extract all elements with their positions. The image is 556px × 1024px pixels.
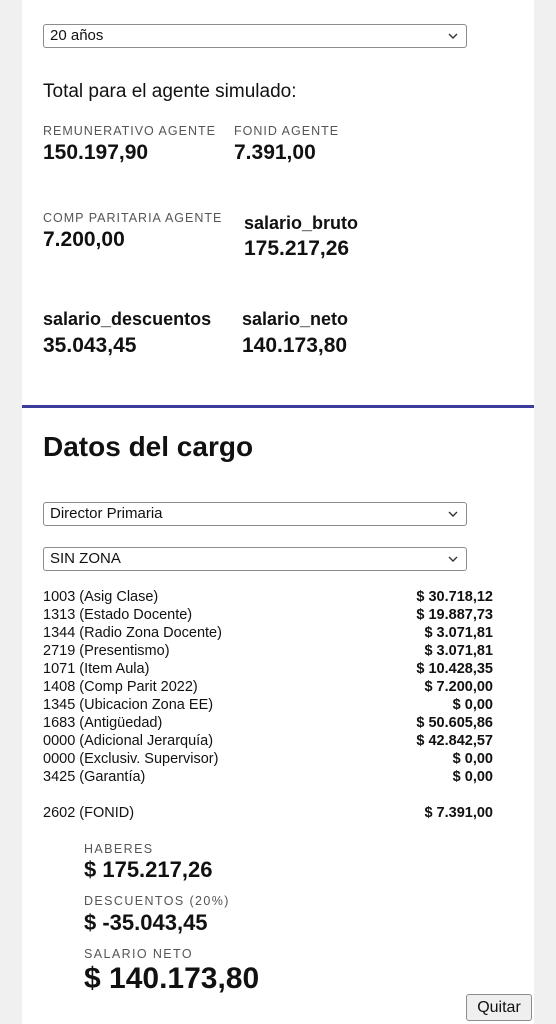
simulator-panel <box>22 0 534 1024</box>
item-label: 1313 (Estado Docente) <box>43 607 193 623</box>
chevron-down-icon <box>448 555 458 563</box>
item-label: 1344 (Radio Zona Docente) <box>43 625 222 641</box>
item-amount: $ 10.428,35 <box>416 661 493 677</box>
zona-select[interactable] <box>43 547 467 571</box>
item-label: 1683 (Antigüedad) <box>43 715 163 731</box>
item-label: 3425 (Garantía) <box>43 769 146 785</box>
item-amount: $ 50.605,86 <box>416 715 493 731</box>
list-item <box>43 732 493 750</box>
fonid-item-label: 2602 (FONID) <box>43 805 135 821</box>
quit-button[interactable]: Quitar <box>466 994 532 1021</box>
cargo-items-list <box>43 588 493 786</box>
list-item <box>43 714 493 732</box>
descuentos-label: DESCUENTOS (20%) <box>84 894 230 908</box>
list-item <box>43 588 493 606</box>
list-item <box>43 696 493 714</box>
item-amount: $ 19.887,73 <box>416 607 493 623</box>
salario-bruto-label: salario_bruto <box>244 213 359 233</box>
salario-descuentos-value: 35.043,45 <box>43 334 137 357</box>
item-amount: $ 0,00 <box>452 697 493 713</box>
item-amount: $ 30.718,12 <box>416 589 493 605</box>
cargo-select[interactable] <box>43 502 467 526</box>
item-amount: $ 42.842,57 <box>416 733 493 749</box>
item-label: 0000 (Adicional Jerarquía) <box>43 733 214 749</box>
antiguedad-select[interactable] <box>43 24 467 48</box>
item-label: 2719 (Presentismo) <box>43 643 170 659</box>
item-label: 1071 (Item Aula) <box>43 661 150 677</box>
remunerativo-value: 150.197,90 <box>43 141 149 164</box>
haberes-label: HABERES <box>84 842 154 856</box>
antiguedad-select-value: 20 años <box>50 27 104 44</box>
salario-neto-summary-value: $ 140.173,80 <box>84 962 260 995</box>
chevron-down-icon <box>448 32 458 40</box>
list-item <box>43 642 493 660</box>
cargo-section-title: Datos del cargo <box>43 431 254 462</box>
item-label: 1345 (Ubicacion Zona EE) <box>43 697 214 713</box>
item-label: 1003 (Asig Clase) <box>43 589 159 605</box>
salario-bruto-value: 175.217,26 <box>244 237 350 260</box>
cargo-select-value: Director Primaria <box>50 505 163 522</box>
salario-neto-label: salario_neto <box>242 309 349 329</box>
salario-neto-value: 140.173,80 <box>242 334 348 357</box>
remunerativo-label: REMUNERATIVO AGENTE <box>43 124 216 138</box>
list-item <box>43 750 493 768</box>
list-item <box>43 660 493 678</box>
fonid-row <box>43 804 493 822</box>
fonid-value: 7.391,00 <box>234 141 316 164</box>
list-item <box>43 678 493 696</box>
item-label: 0000 (Exclusiv. Supervisor) <box>43 751 219 767</box>
list-item <box>43 768 493 786</box>
fonid-item-amount: $ 7.391,00 <box>424 805 493 821</box>
fonid-label: FONID AGENTE <box>234 124 340 138</box>
zona-select-value: SIN ZONA <box>50 550 121 567</box>
simulated-total-title: Total para el agente simulado: <box>43 81 297 102</box>
descuentos-value: $ -35.043,45 <box>84 910 208 935</box>
salario-neto-summary-label: SALARIO NETO <box>84 947 193 961</box>
list-item <box>43 606 493 624</box>
item-amount: $ 0,00 <box>452 769 493 785</box>
salario-descuentos-label: salario_descuentos <box>43 309 212 329</box>
item-amount: $ 3.071,81 <box>424 643 493 659</box>
item-amount: $ 0,00 <box>452 751 493 767</box>
list-item <box>43 624 493 642</box>
item-amount: $ 7.200,00 <box>424 679 493 695</box>
section-divider <box>22 405 534 408</box>
comp-paritaria-value: 7.200,00 <box>43 228 125 251</box>
item-amount: $ 3.071,81 <box>424 625 493 641</box>
comp-paritaria-label: COMP PARITARIA AGENTE <box>43 211 223 225</box>
item-label: 1408 (Comp Parit 2022) <box>43 679 198 695</box>
haberes-value: $ 175.217,26 <box>84 857 213 882</box>
chevron-down-icon <box>448 510 458 518</box>
